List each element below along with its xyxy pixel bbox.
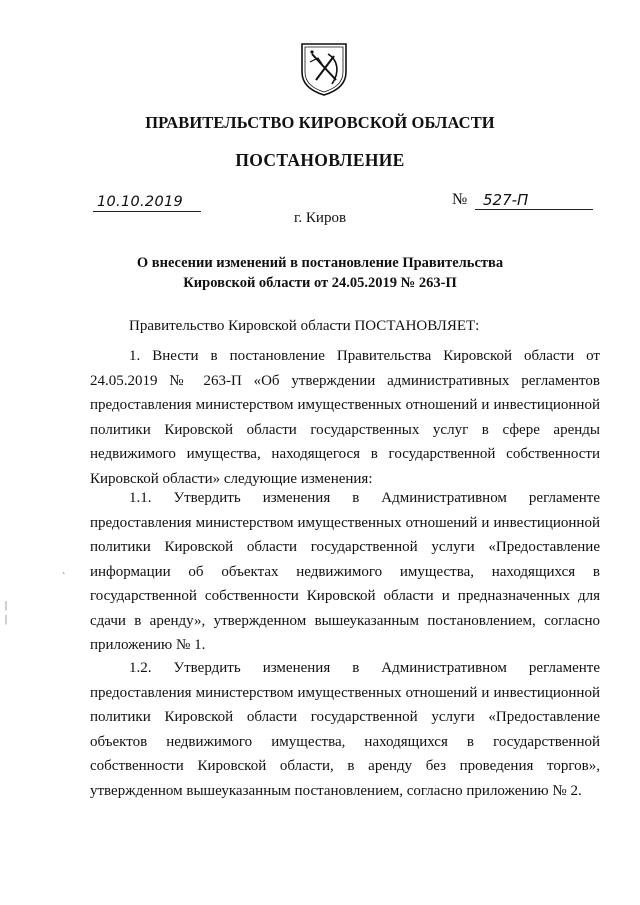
text-line: предоставления министерством имущественных отношений и инвестиционной [90,514,600,531]
text-line: политики Кировской области государственных услуг в сфере аренды [90,421,600,438]
text-line: предоставления министерством имущественных отношений и инвестиционной [90,684,600,701]
document-number: 527-П [475,192,593,210]
text-line: предоставления министерством имущественных отношений и инвестиционной [90,397,600,413]
subject-line: О внесении изменений в постановление Правительства [136,255,504,271]
text-line: 1. Внести в постановление Правительства Кировской области от [129,348,600,364]
scan-mark: ` [62,572,66,583]
text-line: политики Кировской области государственной услуги «Предоставление [90,539,600,555]
text-line: политики Кировской области государственной услуги «Предоставление [90,709,600,725]
text-line: приложению № 1. [90,637,206,653]
intro-paragraph [90,314,600,339]
text-line: Кировской области» следующие изменения: [90,470,373,487]
text-line: собственности Кировской области, в аренду без проведения торгов», [90,758,600,774]
text-line: государственной собственности Кировской области и предназначенных для [90,588,600,604]
paragraph-1 [90,344,600,491]
subject-line: Кировской области от 24.05.2019 № 263-П [183,275,457,291]
scan-mark: | [5,600,8,611]
document-subject [0,253,640,293]
text-line: утвержденном вышеуказанным постановлением, согласно приложению № 2. [90,782,582,799]
text-line: сдачи в аренду», утвержденном вышеуказанным постановлением, согласно [90,612,600,629]
text-line: недвижимого имущества, находящегося в государственной собственности [90,446,600,462]
number-label: № [452,191,468,208]
text-line: информации об объектах недвижимого имущества, находящихся в [90,563,600,580]
scan-mark: | [5,614,8,625]
intro-line: Правительство Кировской области ПОСТАНОВЛЯЕТ: [129,318,480,334]
text-line: объектов недвижимого имущества, находящихся в государственной [90,733,600,750]
paragraph-1-1 [90,486,600,658]
city: г. Киров [293,210,347,226]
text-line: 24.05.2019 № 263-П «Об утверждении административных регламентов [90,372,600,389]
paragraph-1-2 [90,656,600,803]
government-title: ПРАВИТЕЛЬСТВО КИРОВСКОЙ ОБЛАСТИ [145,113,495,132]
text-line: 1.2. Утвердить изменения в Административном регламенте [129,660,600,676]
text-line: 1.1. Утвердить изменения в Административном регламенте [129,490,600,506]
document-date: 10.10.2019 [93,194,201,212]
document-type: ПОСТАНОВЛЕНИЕ [235,150,405,170]
kirov-coat-of-arms-icon [298,40,350,96]
